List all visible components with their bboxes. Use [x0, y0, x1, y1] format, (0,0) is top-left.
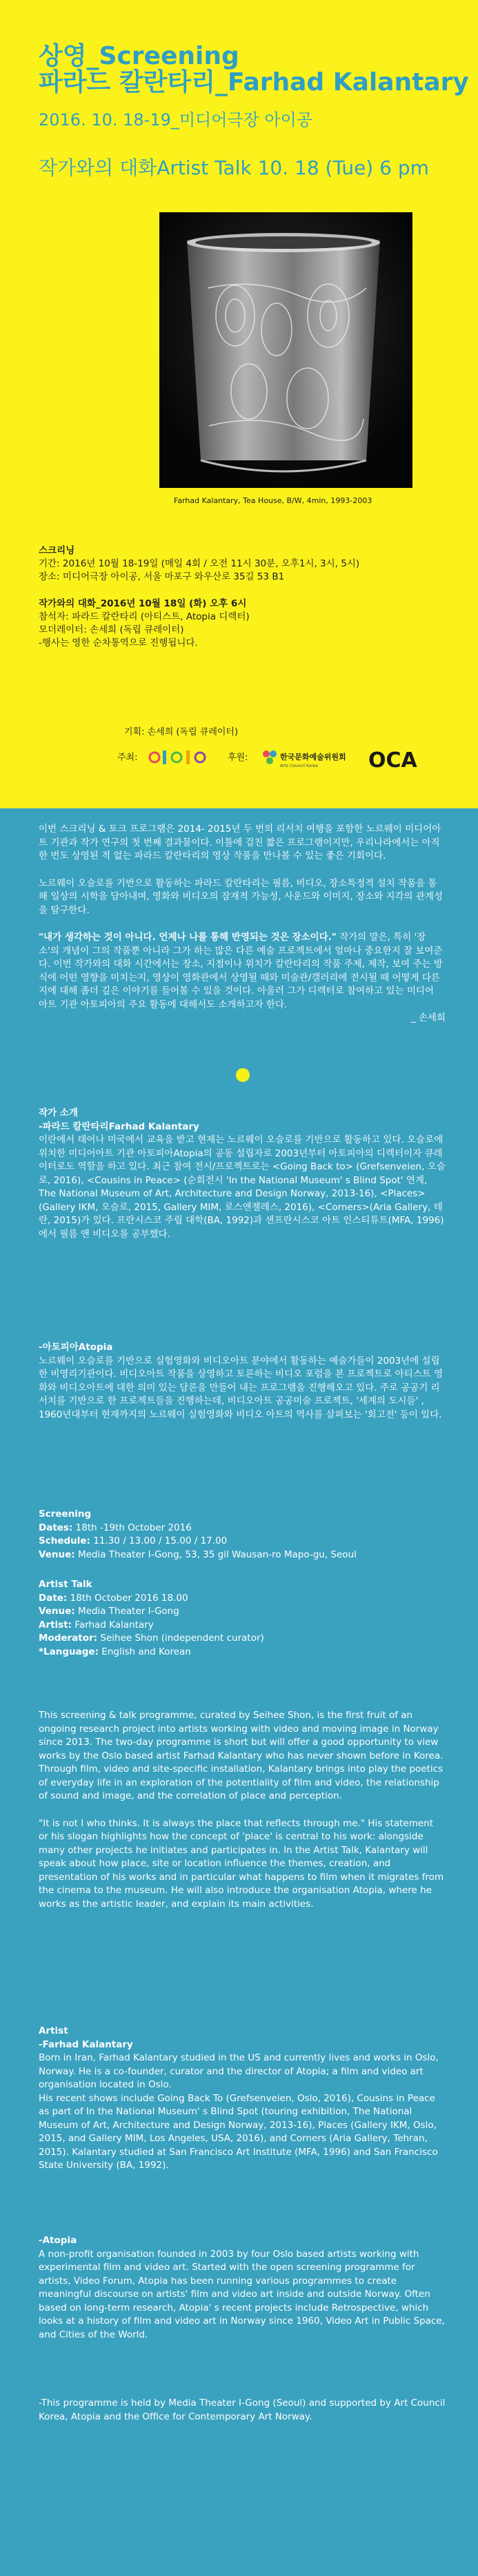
artist-name-en: -Farhad Kalantary [39, 2038, 133, 2050]
talk-title: 작가와의 대화Artist Talk 10. 18 (Tue) 6 pm [39, 156, 429, 179]
atopia-en [39, 2234, 446, 2342]
talk-line-1: 참석자: 파라드 칼란타리 (아티스트, Atopia 디렉터) [39, 611, 250, 622]
atopia-ko [39, 1341, 446, 1422]
artist-name-ko: -파라드 칼란타리Farhad Kalantary [39, 1121, 199, 1132]
oca-logo [367, 746, 428, 771]
screening-schedule-en: Schedule: 11.30 / 13.00 / 15.00 / 17.00 [39, 1535, 228, 1546]
yellow-divider-dot [236, 1068, 250, 1082]
screening-venue-en: Venue: Media Theater I-Gong, 53, 35 gil Wausan-ro Mapo-gu, Seoul [39, 1548, 357, 1560]
intro-en [39, 1709, 446, 1911]
host-label: 주최: [117, 753, 138, 763]
screening-dates-en: Dates: 18th -19th October 2016 [39, 1522, 192, 1533]
talk-info-ko [39, 597, 425, 650]
film-still-image [159, 212, 412, 488]
artist-en [39, 2025, 446, 2173]
yellow-header-section [0, 0, 478, 808]
screening-en [39, 1508, 446, 1562]
talk-moderator-en: Moderator: Seihee Shon (independent curator) [39, 1633, 264, 1644]
artist-bio-en-2: His recent shows include Going Back To (Grefsenveien, Oslo, 2016), Cousins in Peace as part of In the National Museum' s Blind Spot (touring exhibition, The National Museum of Art, Architecture and Design Norway, 2013-16), Places (Gallery IKM, Oslo, 2015, and Gallery MIM, Los Angeles, USA, 2016), and Corners (Aria Gallery, Tehran, 2015). Kalantary studied at San Francisco Art Institute (MFA, 1996) and San Francisco State University (BA, 1992). [39, 2092, 438, 2171]
talk-venue-en: Venue: Media Theater I-Gong [39, 1606, 179, 1617]
glass-illustration [159, 212, 412, 488]
intro-ko-p3 [39, 931, 446, 1012]
quote-ko: "내가 생각하는 것이 아니다. 언제나 나를 통해 반영되는 것은 장소이다." [39, 932, 337, 943]
artist-ko [39, 1107, 446, 1241]
talk-line-2: 모더레이터: 손세희 (독립 큐레이터) [39, 624, 184, 635]
intro-ko [39, 823, 446, 1025]
talk-heading-ko: 작가와의 대화_2016년 10월 18일 (화) 오후 6시 [39, 598, 247, 609]
artist-bio-en-1: Born in Iran, Farhad Kalantary studied in the US and currently lives and works in Oslo, Norway. He is a co-founder, curator and the director of Atopia; a film and video art organisation located in Oslo. [39, 2052, 439, 2090]
planner-credit: 기획: 손세희 (독립 큐레이터) [124, 727, 239, 737]
arko-logo [261, 747, 357, 770]
atopia-name-ko: -아토피아Atopia [39, 1342, 113, 1353]
talk-line-3: -행사는 영한 순차통역으로 진행됩니다. [39, 637, 198, 648]
arko-logo-text: 한국문화예술위원회 [280, 753, 346, 761]
title-artist: 파라드 칼란타리_Farhad Kalantary [39, 68, 469, 96]
intro-ko-p3-text: 작가의 말은, 특히 '장소'의 개념이 그의 작품뿐 아니라 그가 하는 많은 다른 예술 프로젝트에서 얼마나 중요한지 잘 보여준다. 이번 작가와의 대화 시간에서는 장소, 지점이나 위치가 칼란타리의 작품 주제, 제작, 보여 주는 방식에 어떤 영향을 미치는지, 영상이 영화관에서 상영될 때와 미술관/갤러리에 전시될 때 어떻게 다른지에 대해 좀더 깊은 이야기를 들어볼 수 있을 것이다. 아울러 그가 디렉터로 참여하고 있는 미디어 아트 기관 아토피아의 주요 활동에 대해서도 소개하고자 한다. [39, 932, 443, 1010]
talk-language-en: *Language: English and Korean [39, 1646, 191, 1657]
photo-caption: Farhad Kalantary, Tea House, B/W, 4min, 1993-2003 [174, 496, 372, 505]
title-dates: 2016. 10. 18-19_미디어극장 아이공 [39, 110, 312, 130]
atopia-bio-en: A non-profit organisation founded in 2003 by four Oslo based artists working with experimental film and video art. Started with the open screening programme for artists, Video Forum, Atopia has been running various programmes to create meaningful discourse on artists' film and video art inside and outside Norway. Often based on long-term research, Atopia' s recent projects include Retrospective, which looks at a history of film and video art in Norway since 1960, Video Art in Public Space, and Cities of the World. [39, 2248, 445, 2340]
screening-period-ko: 기간: 2016년 10월 18-19일 (매일 4회 / 오전 11시 30분, 오후1시, 3시, 5시) [39, 558, 360, 569]
talk-heading-en: Artist Talk [39, 1579, 92, 1590]
igong-logo [148, 746, 214, 768]
intro-en-p2: "It is not I who thinks. It is always the place that reflects through me." His statement or his slogan highlights how the concept of 'place' is central to his work: alongside many other projects he initiates and participates in. In the Artist Talk, Kalantary will speak about how place, site or location influence the themes, creation, and presentation of his works and in particular what happens to film when it migrates from the cinema to the museum. He will also introduce the organisation Atopia, where he works as the artistic leader, and explain its main activities. [39, 1817, 444, 1910]
artist-heading-en: Artist [39, 2025, 68, 2036]
event-info-ko [39, 544, 425, 664]
screening-heading-ko: 스크리닝 [39, 545, 75, 556]
screening-heading-en: Screening [39, 1509, 92, 1520]
footer-note: -This programme is held by Media Theater I-Gong (Seoul) and supported by Art Council Korea, Atopia and the Office for Contemporary Art Norway. [39, 2398, 446, 2422]
screening-venue-ko: 장소: 미디어극장 아이공, 서울 마포구 와우산로 35길 53 B1 [39, 571, 285, 582]
intro-en-p1: This screening & talk programme, curated by Seihee Shon, is the first fruit of an ongoing research project into artists working with video and moving image in Norway since 2013. The two-day programme is short but will offer a good opportunity to view works by the Oslo based artist Farhad Kalantary who has never shown before in Korea. Through film, video and site-specific installation, Kalantary brings into play the poetics of everyday life in an exploration of the potentiality of film and video, the relationship of sound and image, and the correlation of place and perception. [39, 1710, 444, 1801]
oca-logo-text: OCA [368, 748, 417, 771]
artist-bio-ko: 이란에서 태어나 미국에서 교육을 받고 현재는 노르웨이 오슬로를 기반으로 활동하고 있다. 오슬로에 위치한 미디어아트 기관 아토피아Atopia의 공동 설립자로 2003년부터 아토피아의 디렉터이자 큐레이터로도 역할을 하고 있다. 최근 참여 전시/프로젝트로는 <Going Back to> (Grefsenveien, 오슬로, 2016), <Cousins in Peace> (순회전시 'In the National Museum' s Blind Spot' 연계, The National Museum of Art, Architecture and Design Norway, 2013-16), <Places> (Gallery IKM, 오슬로, 2015, Gallery MIM, 로스앤젤레스, 2016), <Corners>(Aria Gallery, 테란, 2015)가 있다. 프란시스코 주립 대학(BA, 1992)과 샌프란시스코 아트 인스티튜트(MFA, 1996)에서 필름 앤 비디오를 공부했다. [39, 1134, 446, 1240]
talk-en [39, 1578, 446, 1659]
intro-ko-p2: 노르웨이 오슬로를 기반으로 활동하는 파라드 칼란타리는 필름, 비디오, 장소특정적 설치 작품을 통해 일상의 시학을 담아내며, 영화와 비디오의 잠재적 가능성, 사운드와 이미지, 장소와 지각의 관계성을 탐구한다. [39, 877, 444, 916]
title-screening: 상영_Screening [39, 42, 239, 70]
arko-logo-text-en: Arts Council Korea [280, 764, 318, 768]
signature-ko: _ 손세희 [410, 1012, 446, 1023]
atopia-name-en: -Atopia [39, 2235, 77, 2246]
talk-artist-en: Artist: Farhad Kalantary [39, 1619, 154, 1631]
sponsor-label: 후원: [228, 753, 248, 763]
intro-ko-p1: 이번 스크리닝 & 토크 프로그램은 2014- 2015년 두 번의 리서치 여행을 포함한 노르웨이 미디어아트 기관과 작가 연구의 첫 번째 결과물이다. 이틀에 걸친 짧은 프로그램이지만, 우리나라에서는 아직 한 번도 상영된 적 없는 파라드 칼란타리의 영상 작품을 만나볼 수 있는 좋은 기회이다. [39, 824, 441, 861]
atopia-bio-ko: 노르웨이 오슬로를 기반으로 실험영화와 비디오아트 분야에서 활동하는 예술가들이 2003년에 설립한 비영리기관이다. 비디오아트 작품을 상영하고 토론하는 비디오 포럼을 본 프로젝트로 아티스트 영화와 비디오아트에 대한 의미 있는 담론을 만들어 내는 프로그램을 진행해오고 있다. 주로 공공기 리서치를 기반으로 한 프로젝트들을 진행하는데, 비디오아트 공공미술 프로젝트, '세계의 도시들' , 1960년대부터 현재까지의 노르웨이 실험영화와 비디오 아트의 역사를 살펴보는 '회고전' 등이 있다. [39, 1355, 444, 1420]
artist-heading-ko: 작가 소개 [39, 1107, 78, 1118]
screening-info-ko [39, 544, 425, 584]
talk-date-en: Date: 18th October 2016 18.00 [39, 1592, 188, 1604]
